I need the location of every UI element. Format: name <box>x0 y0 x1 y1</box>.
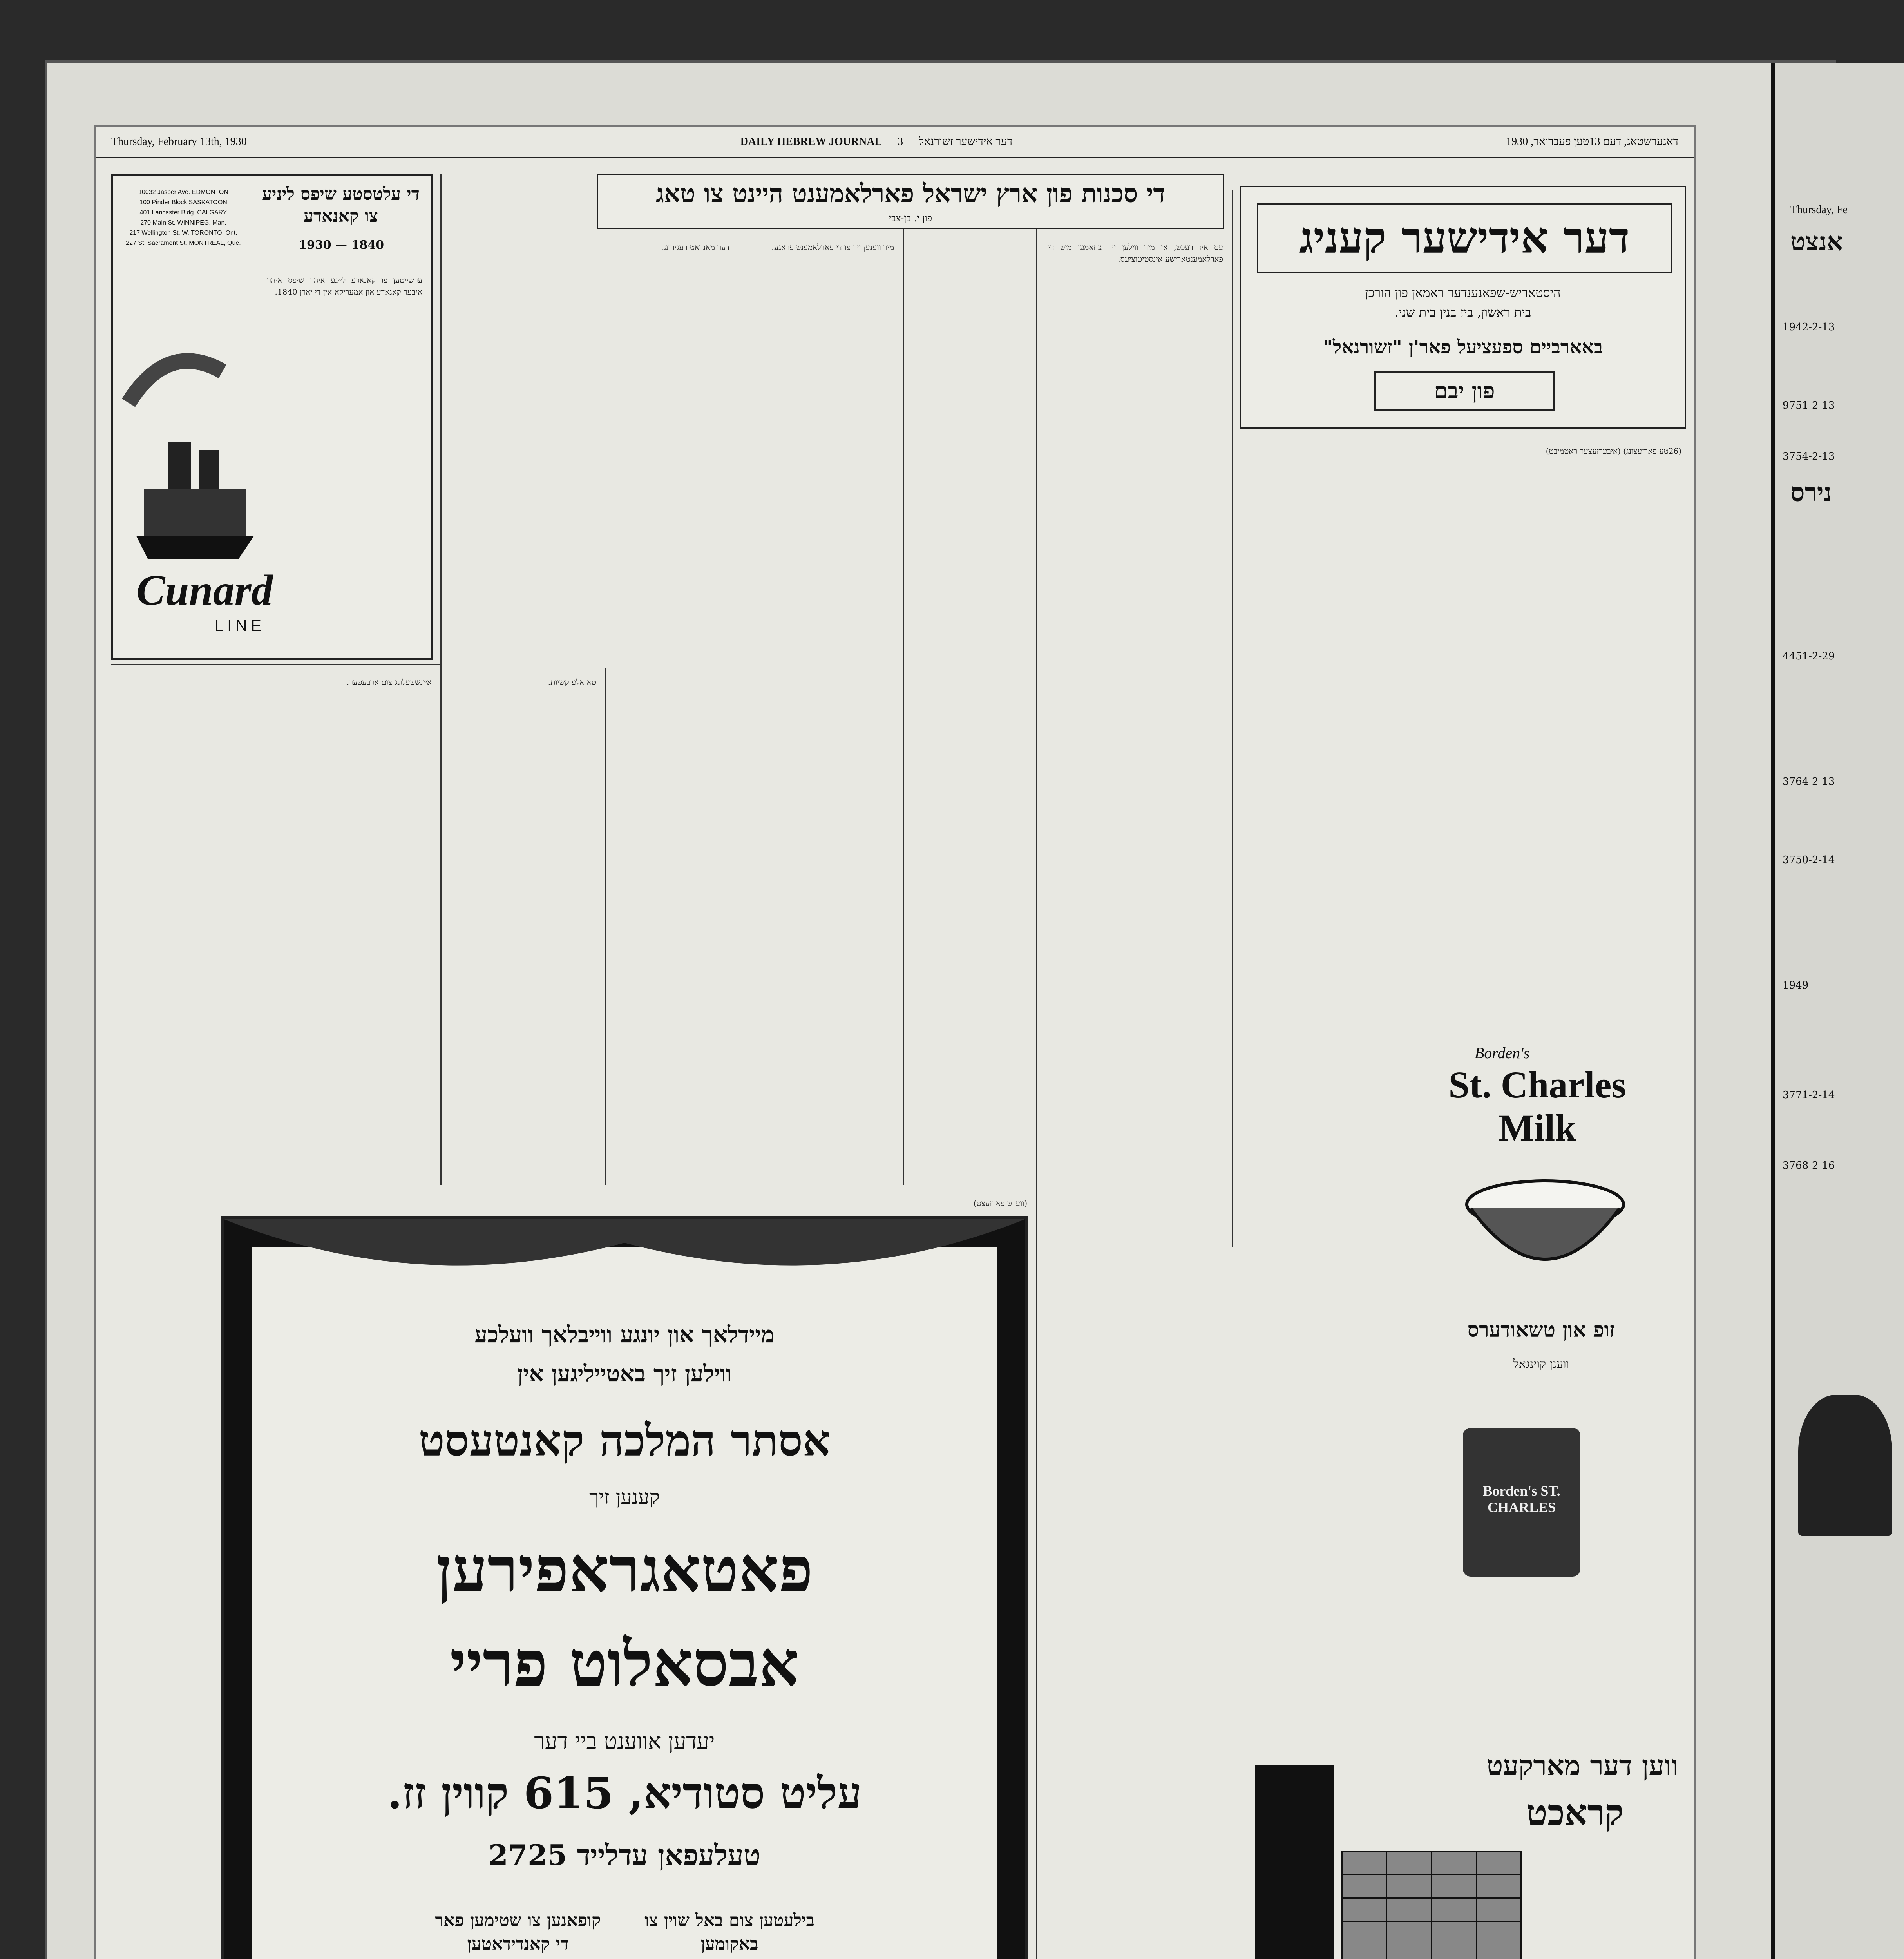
article-column: (ווערט פארזעצט) <box>973 1199 1027 1208</box>
header-date-yi: דאנערשטאג, דעם 13טען פעברואר, 1930 <box>1506 136 1678 148</box>
soup-bowl-illustration <box>1459 1169 1631 1302</box>
contest-line4: קענען זיך <box>589 1486 660 1508</box>
strip-num: 3771-2-14 <box>1783 1089 1835 1101</box>
cunard-address: 401 Lancaster Bldg. CALGARY <box>139 209 227 216</box>
borden-yi2: ווענן קוינגאל <box>1513 1357 1569 1371</box>
headline-byline: פון י. בן-צבי <box>889 213 932 224</box>
stock-board-illustration <box>1341 1851 1522 1959</box>
page-header <box>96 127 1694 158</box>
king-title-box <box>1257 203 1672 273</box>
strip-num: 3764-2-13 <box>1783 776 1835 788</box>
strip-num: 3750-2-14 <box>1783 854 1835 866</box>
cunard-logo-sub: LINE <box>215 617 265 634</box>
main-article-headline <box>597 174 1224 229</box>
article-column: איינשטעלונג צום ארבעטער. <box>346 677 432 687</box>
borden-brand: Borden's <box>1475 1044 1530 1062</box>
strip-date: Thursday, Fe <box>1790 204 1848 216</box>
esther-contest-ad <box>221 1216 1028 1959</box>
cunard-title: די עלטסטע שיפס ליניע צו קאנאדע <box>262 184 420 226</box>
article-column: טא אלע קשיות. <box>548 677 596 687</box>
column-rule <box>440 174 442 1185</box>
column-rule <box>903 190 904 1185</box>
article-column: עס איז רעכט, אז מיר ווילען זיך צוזאמען מיט די פארלאמענטארישע אינסטיטוציעס. <box>1048 243 1223 264</box>
strip-num: 4451-2-29 <box>1783 650 1835 662</box>
borden-ad <box>1396 1036 1686 1725</box>
cunard-years: 1930 — 1840 <box>299 238 384 252</box>
king-author-box <box>1374 371 1555 411</box>
section-rule <box>111 664 440 665</box>
contest-line3: אסתר המלכה קאנטעסט <box>418 1415 831 1466</box>
contest-line5: פאטאגראפירען <box>436 1533 813 1606</box>
article-column: דער מאנדאט רעגירונג. <box>661 243 729 252</box>
strip-num: 9751-2-13 <box>1783 400 1835 411</box>
strip-num: 1949 <box>1783 980 1809 991</box>
cunard-address: 100 Pinder Block SASKATOON <box>139 199 227 206</box>
column-rule <box>1036 190 1037 1959</box>
cunard-address: 270 Main St. WINNIPEG, Man. <box>140 219 226 226</box>
headline-text: די סכנות פון ארץ ישראל פארלאמענט היינט צו טאג <box>655 179 1166 208</box>
header-paper-en: DAILY HEBREW JOURNAL <box>740 136 882 148</box>
header-paper-yi: דער אידישער זשורנאל <box>919 136 1013 148</box>
london-heading2: קראכט <box>1526 1792 1623 1834</box>
cunard-ad <box>111 174 433 660</box>
strip-portrait <box>1798 1395 1892 1536</box>
contest-line7: יעדען אווענט ביי דער <box>534 1729 715 1754</box>
king-title: דער אידישער קעניג <box>1299 212 1630 263</box>
king-serial-text: (26טע פארזעצונג) (איבערזעצער ראטמיבט) <box>1546 446 1681 456</box>
milk-can-label: Borden's ST. CHARLES <box>1483 1483 1560 1515</box>
strip-num: 3768-2-16 <box>1783 1160 1835 1171</box>
borden-yi1: זופ און טשאודערס <box>1467 1318 1615 1342</box>
contest-line2: ווילען זיך באטייליגען אין <box>517 1360 732 1387</box>
big-l-letter <box>1255 1765 1334 1959</box>
strip-title: אנצט <box>1790 227 1843 257</box>
contest-line1: מיידלאך און יונגע ווייבלאך וועלכע <box>474 1321 775 1348</box>
contest-line8: עליט סטודיא, 615 קווין זז. <box>387 1768 862 1818</box>
borden-product: St. Charles Milk <box>1448 1064 1626 1149</box>
contest-line6: אבסאלוט פריי <box>450 1627 799 1700</box>
king-sub2: בית ראשון, ביז בנין בית שני. <box>1394 305 1531 320</box>
king-author: פון יבם <box>1434 378 1495 404</box>
ship-illustration <box>121 324 262 575</box>
cunard-body-text: ערשייטען צו קאנאדע לייגע איהר שיפס איהר איבער קאנאדע און אמעריקא אין די יארן 1840. <box>267 275 422 297</box>
strip-num: 1942-2-13 <box>1783 321 1835 333</box>
king-serial-box <box>1240 186 1686 429</box>
article-column: מיר ווענען זיך צו די פארלאמענט פראגע. <box>771 243 894 252</box>
cunard-addresses <box>121 187 246 248</box>
contest-line9: טעלעפאן עדלייד 2725 <box>488 1838 761 1872</box>
london-life-ad <box>1240 1749 1686 1959</box>
king-sub1: היסטאריש-שפאנענדער ראמאן פון הורכן <box>1365 285 1561 300</box>
column-rule <box>1232 190 1233 1247</box>
strip-header2: נירס <box>1790 478 1832 507</box>
contest-left-bottom: קופאנען צו שטימען פאר די קאנדידאטען <box>435 1910 601 1954</box>
strip-num: 3754-2-13 <box>1783 451 1835 462</box>
header-date-en: Thursday, February 13th, 1930 <box>111 136 247 148</box>
cunard-logo: Cunard <box>136 566 273 614</box>
adjacent-page-strip <box>1771 63 1904 1959</box>
king-sub3: באארביים ספעציעל פאר'ן "זשורנאל" <box>1323 336 1603 358</box>
london-heading1: ווען דער מארקעט <box>1486 1749 1678 1782</box>
milk-can <box>1463 1428 1580 1577</box>
header-page-no: 3 <box>898 136 903 148</box>
newspaper-page <box>94 125 1696 1959</box>
contest-right-bottom: בילעטען צום באל שוין צו באקומען <box>644 1910 814 1954</box>
cunard-address: 10032 Jasper Ave. EDMONTON <box>138 189 228 196</box>
cunard-address: 217 Wellington St. W. TORONTO, Ont. <box>129 230 237 236</box>
cunard-address: 227 St. Sacrament St. MONTREAL, Que. <box>126 240 241 246</box>
